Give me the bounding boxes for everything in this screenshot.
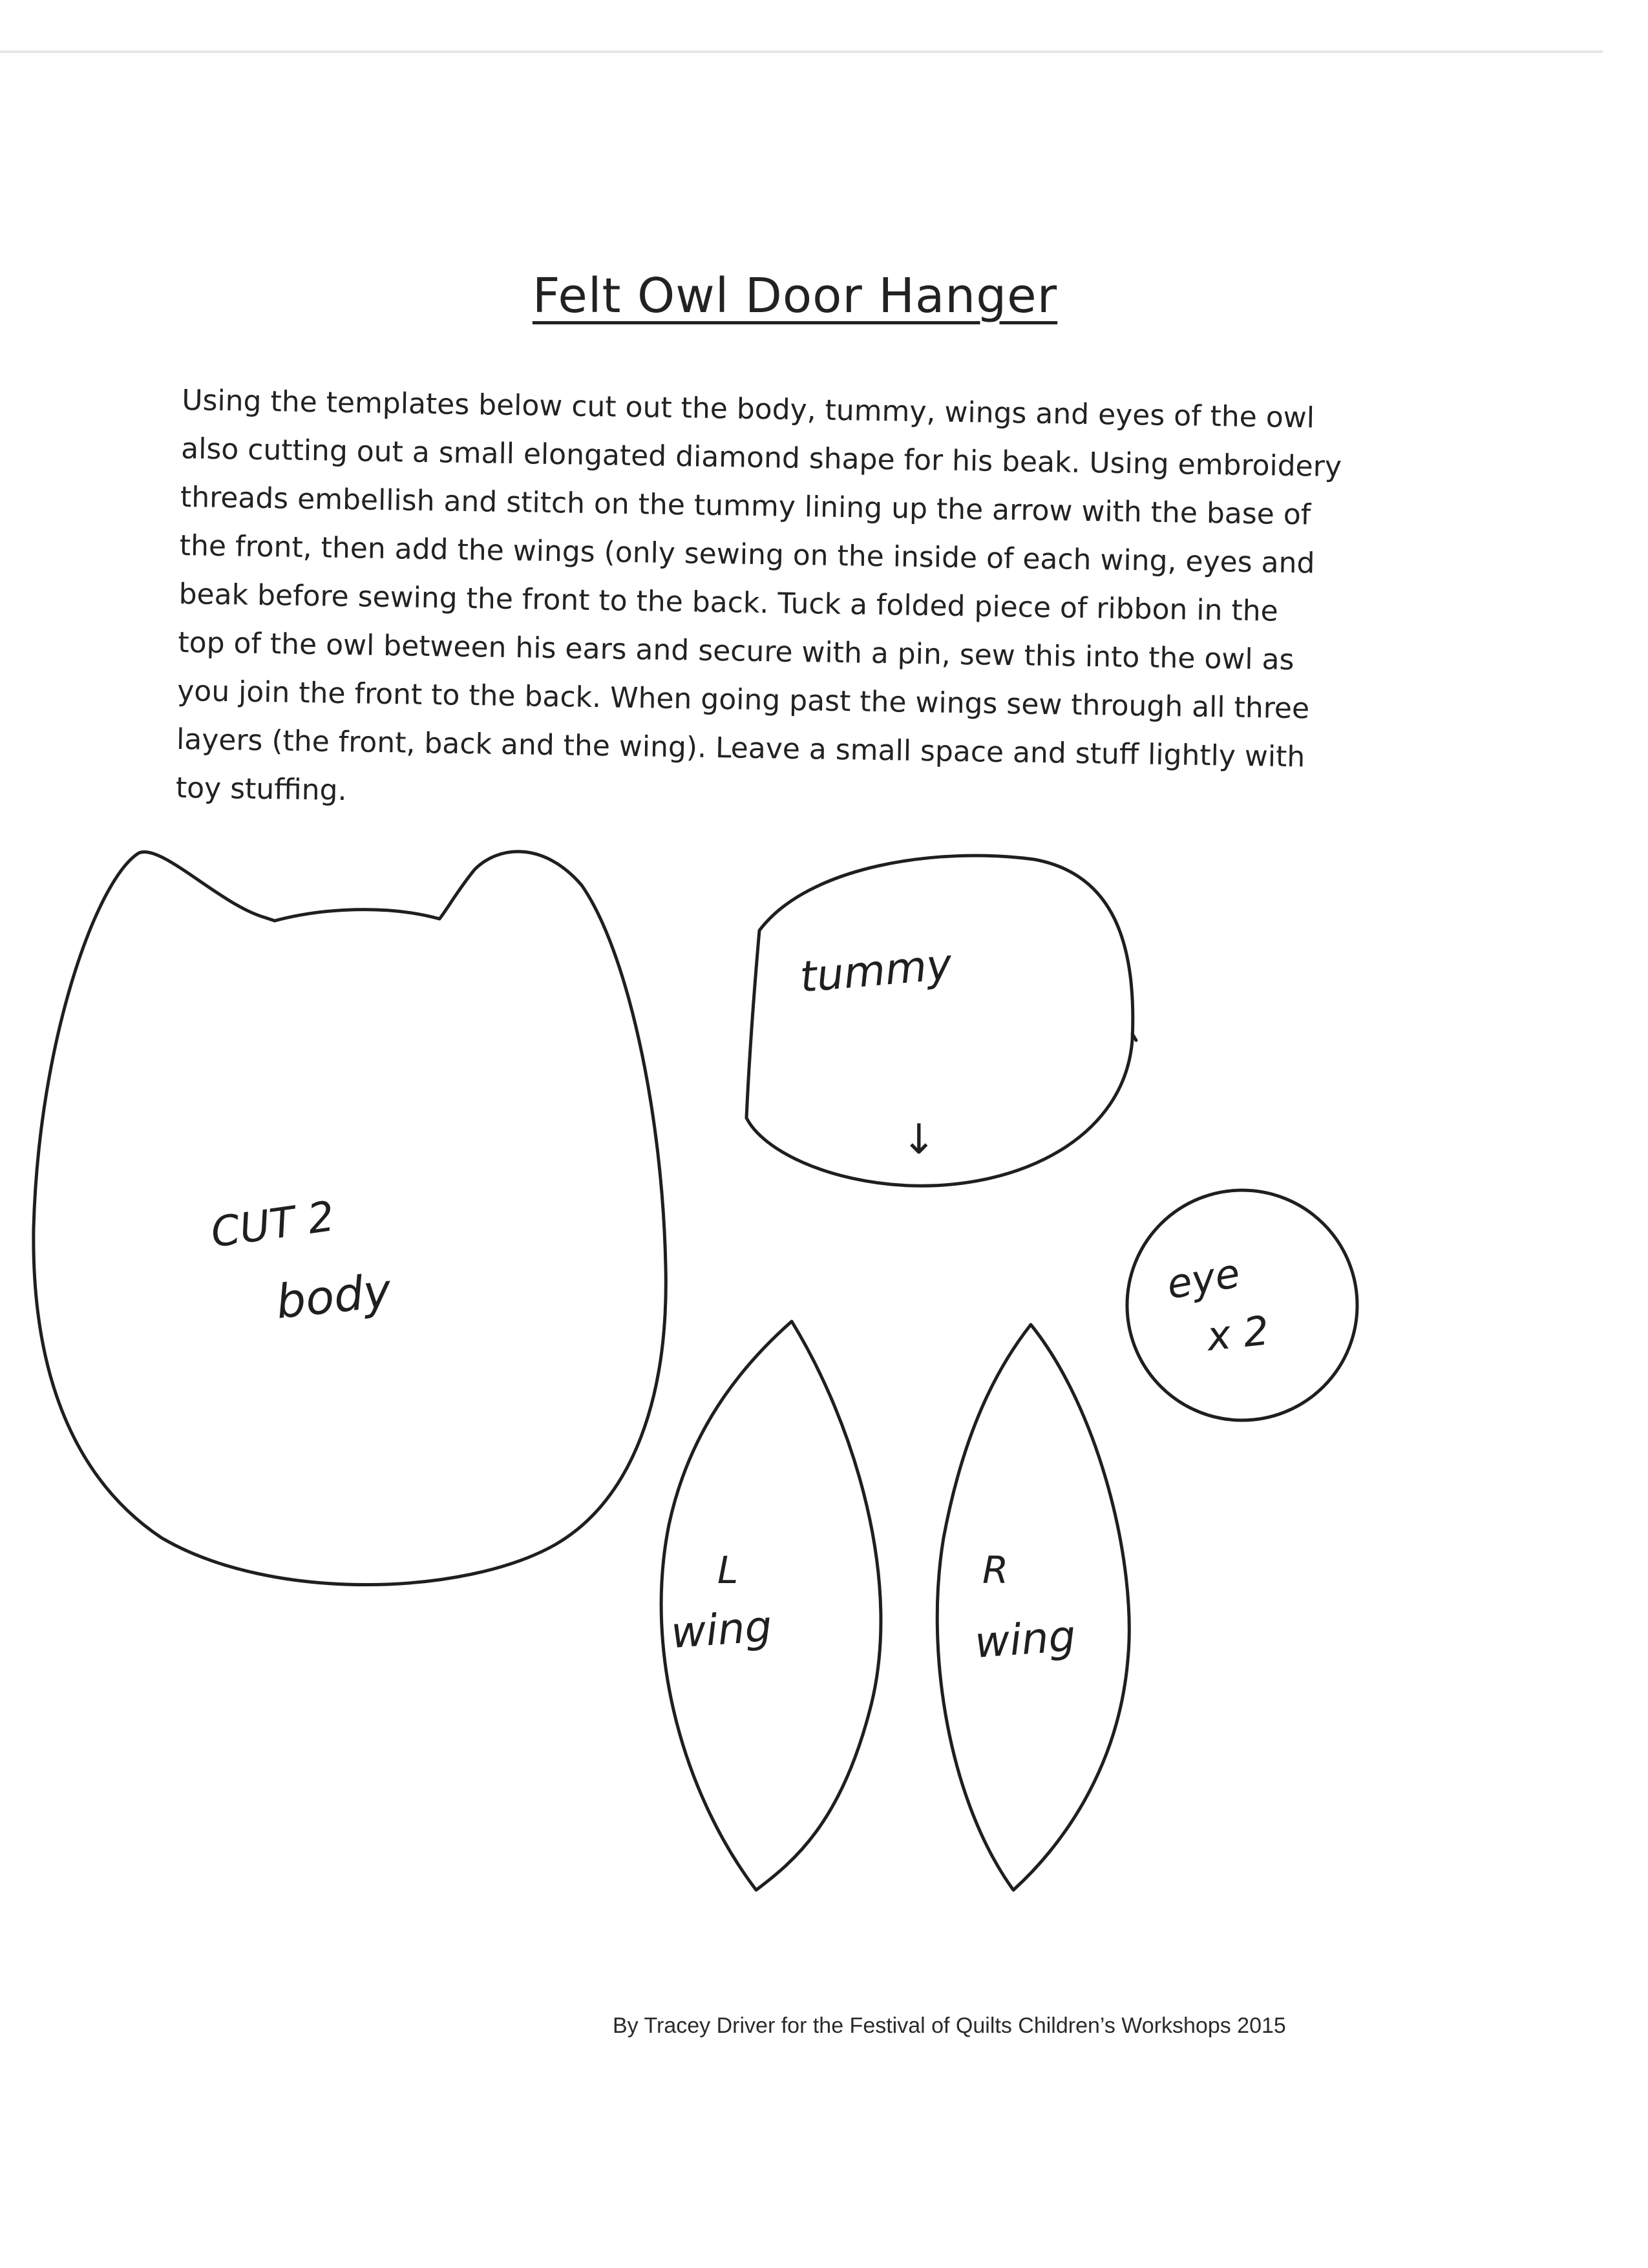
left-wing-outline [661, 1321, 881, 1890]
instruction-line: layers (the front, back and the wing). Leave a small space and stuff lightly with [176, 722, 1305, 774]
instruction-line: the front, then add the wings (only sewing on the inside of each wing, eyes and [179, 529, 1315, 580]
left-wing-side-label: L [717, 1548, 739, 1592]
instruction-line: top of the owl between his ears and secure with a pin, sew this into the owl as [178, 625, 1294, 677]
eye-label-name: eye [1163, 1249, 1243, 1308]
tummy-outline [746, 856, 1133, 1186]
body-label-cut: CUT 2 [207, 1192, 338, 1257]
left-wing-label: wing [669, 1601, 774, 1658]
instruction-line: toy stuffing. [175, 771, 347, 808]
right-wing-label: wing [973, 1611, 1077, 1668]
tummy-arrow-icon: ↓ [902, 1116, 936, 1164]
body-label-name: body [273, 1263, 394, 1329]
right-wing-side-label: R [982, 1548, 1009, 1592]
credit-line: By Tracey Driver for the Festival of Quilts Children’s Workshops 2015 [613, 2013, 1286, 2038]
eye-label-count: x 2 [1204, 1307, 1271, 1360]
instruction-line: Using the templates below cut out the body, tummy, wings and eyes of the owl [182, 383, 1315, 435]
right-wing-outline [937, 1325, 1129, 1890]
instruction-line: also cutting out a small elongated diamond shape for his beak. Using embroidery [180, 432, 1342, 484]
instruction-line: you join the front to the back. When going past the wings sew through all three [176, 674, 1310, 726]
page-title: Felt Owl Door Hanger [532, 268, 1058, 324]
tummy-label: tummy [798, 939, 954, 1002]
instruction-line: beak before sewing the front to the back. Tuck a folded piece of ribbon in the [178, 577, 1279, 628]
owl-body-outline [34, 852, 666, 1585]
instruction-line: threads embellish and stitch on the tummy lining up the arrow with the base of [180, 480, 1311, 532]
eye-outline [1127, 1190, 1357, 1420]
